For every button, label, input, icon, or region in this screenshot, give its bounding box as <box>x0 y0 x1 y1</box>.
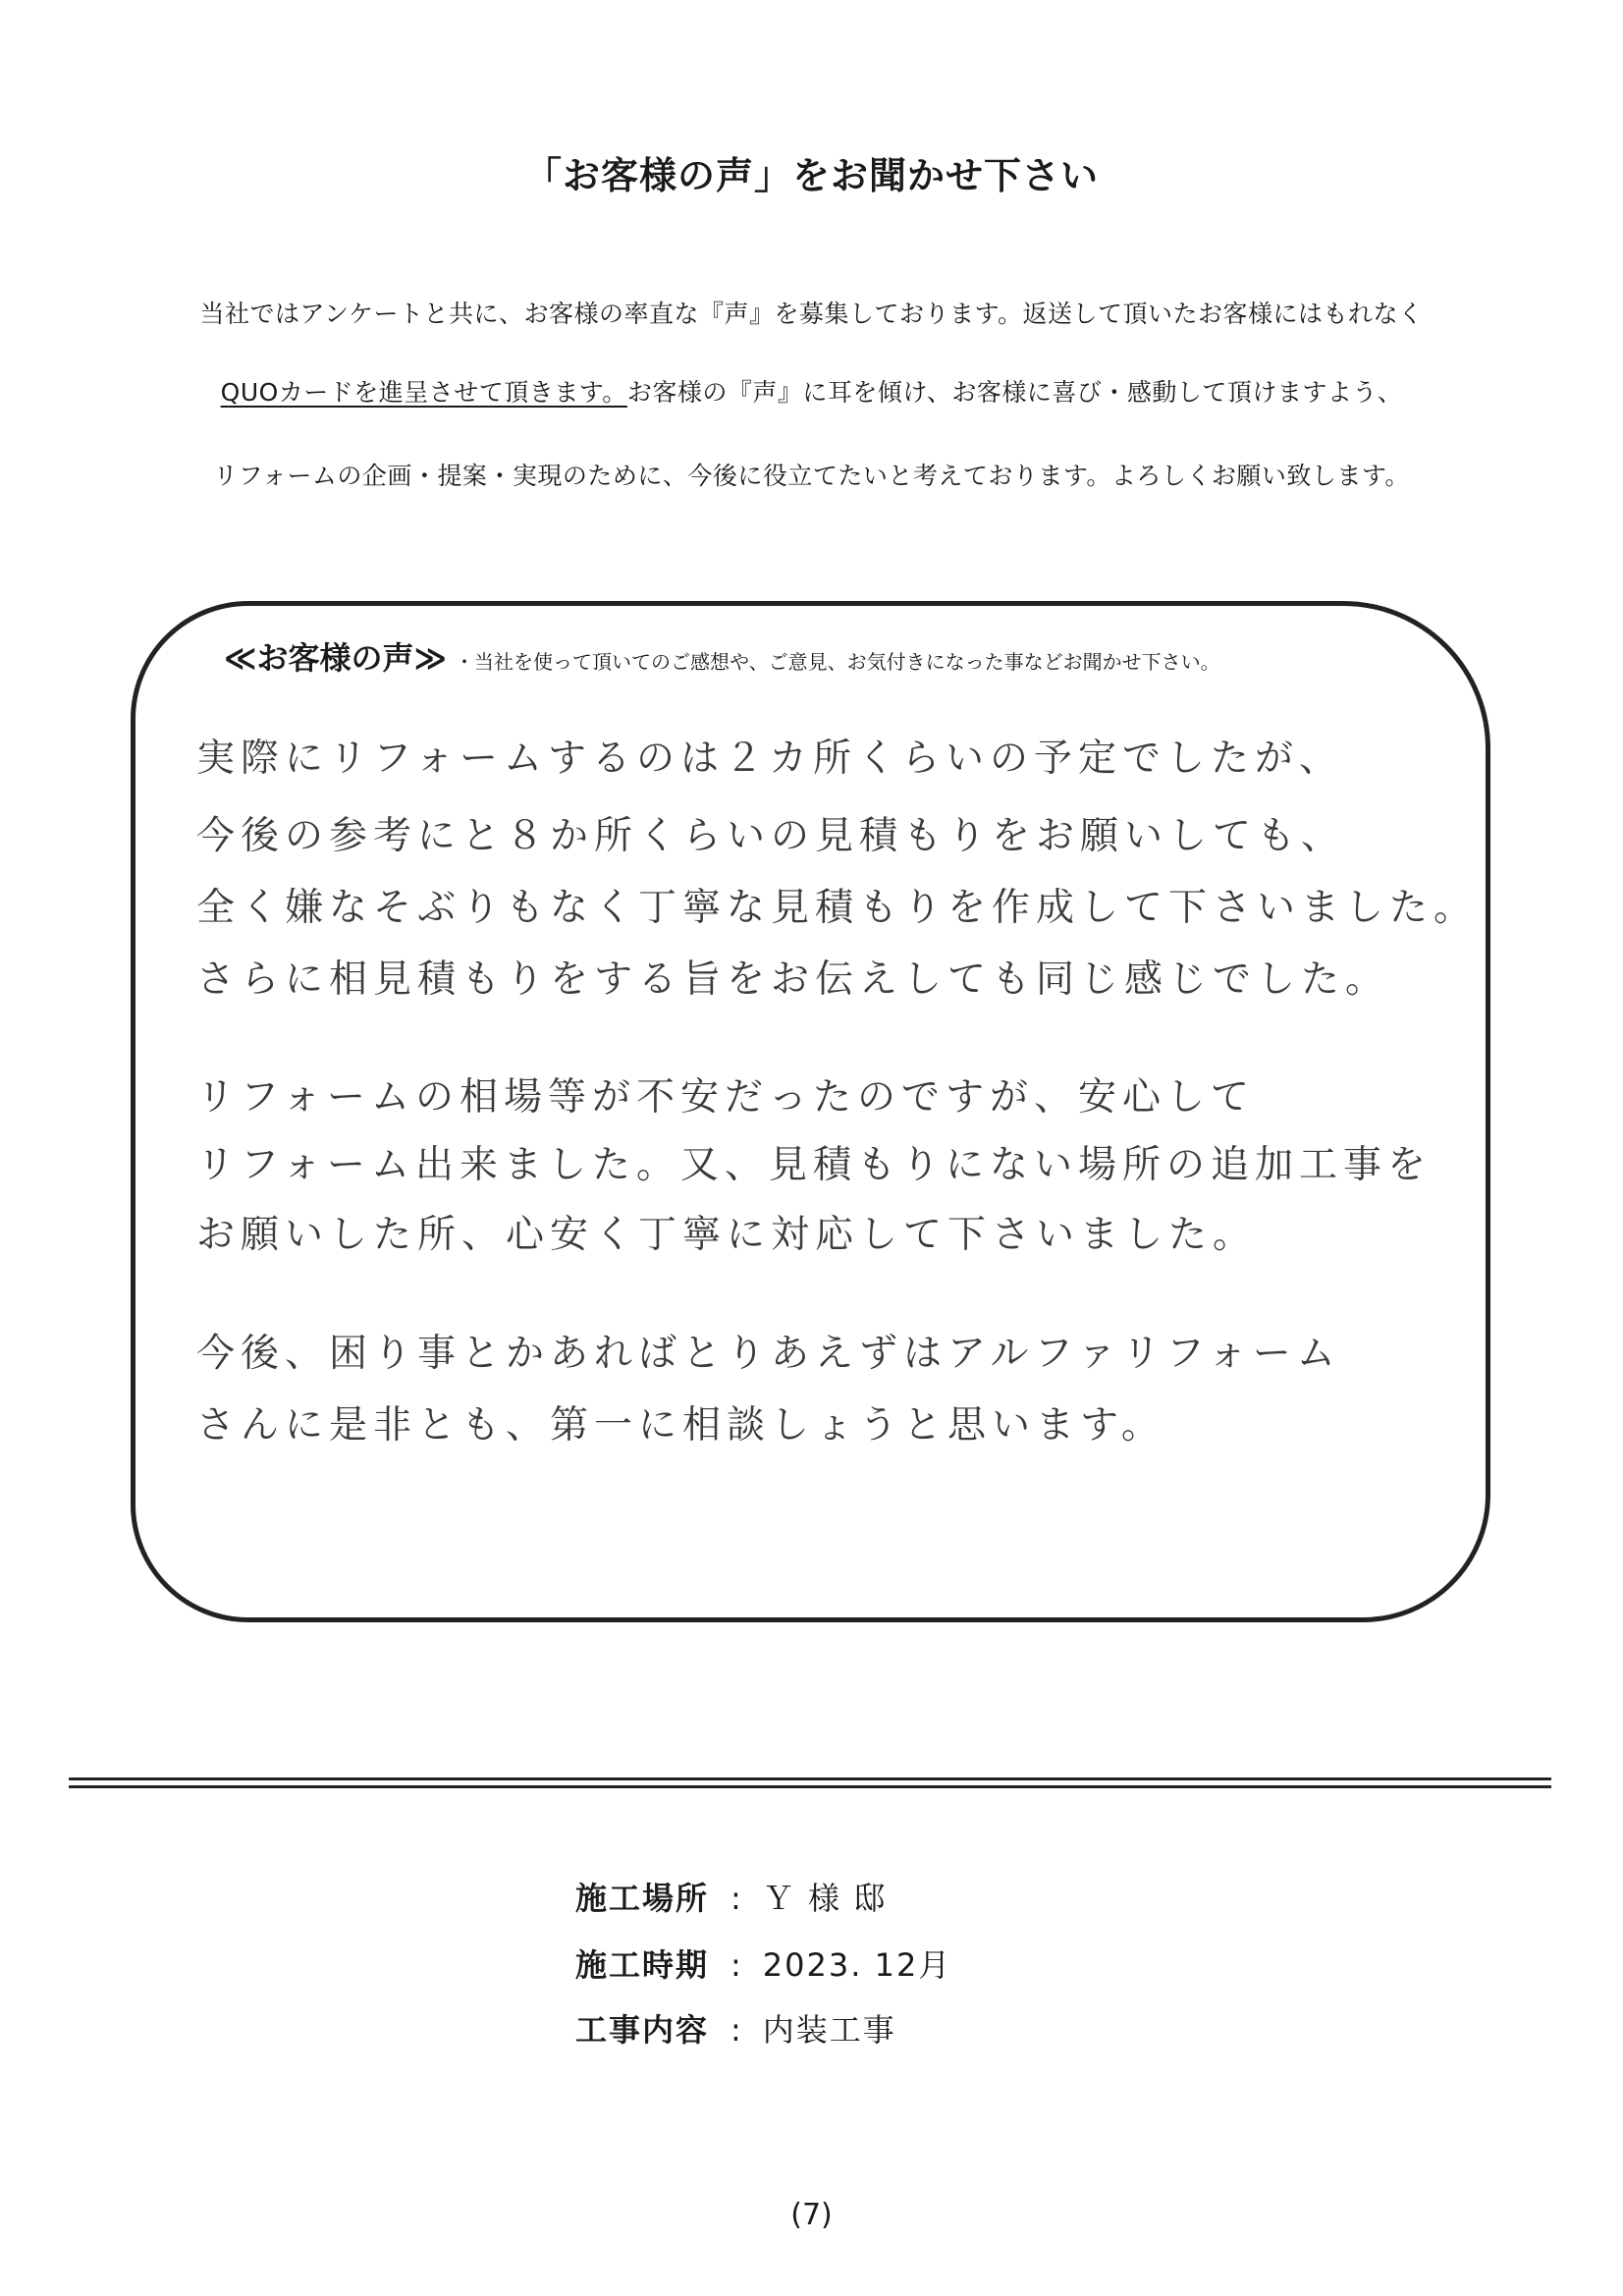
content-label: 工事内容 <box>575 2011 710 2049</box>
comment-line: リフォームの相場等が不安だったのですが、安心して <box>196 1075 1256 1120</box>
comment-line: 今後、困り事とかあればとりあえずはアルファリフォーム <box>196 1332 1341 1376</box>
customer-voice-box <box>131 601 1490 1622</box>
period-value: 2023. 12月 <box>762 1946 952 1984</box>
intro-line-2 <box>0 373 1623 409</box>
comment-line: さらに相見積もりをする旨をお伝えしても同じ感じでした。 <box>196 957 1390 1002</box>
divider-rule-upper <box>69 1777 1551 1780</box>
voice-box-header <box>224 633 1220 679</box>
comment-line: さんに是非とも、第一に相談しょうと思います。 <box>196 1403 1165 1448</box>
page-title: 「お客様の声」をお聞かせ下さい <box>523 154 1099 197</box>
separator: : <box>730 2011 741 2049</box>
comment-line: 全く嫌なそぶりもなく丁寧な見積もりを作成して下さいました。 <box>196 886 1479 930</box>
location-label: 施工場所 <box>575 1880 710 1917</box>
comment-line: 実際にリフォームするのは２カ所くらいの予定でしたが、 <box>196 737 1344 781</box>
separator: : <box>730 1946 741 1984</box>
quo-card-note: QUOカードを進呈させて頂きます。 <box>220 378 627 407</box>
intro-line-1: 当社ではアンケートと共に、お客様の率直な『声』を募集しております。返送して頂いたお客様にはもれなく <box>199 300 1424 328</box>
period-label: 施工時期 <box>575 1946 710 1984</box>
construction-location-row <box>575 1874 887 1919</box>
content-value: 内装工事 <box>762 2011 896 2049</box>
separator: : <box>730 1880 741 1917</box>
intro-line-2-rest: お客様の『声』に耳を傾け、お客様に喜び・感動して頂けますよう、 <box>626 378 1403 407</box>
voice-box-instruction: ・当社を使って頂いてのご感想や、ご意見、お気付きになった事などお聞かせ下さい。 <box>455 650 1220 674</box>
construction-content-row <box>575 2005 896 2050</box>
divider-rule-lower <box>69 1785 1551 1788</box>
comment-line: リフォーム出来ました。又、見積もりにない場所の追加工事を <box>196 1143 1433 1187</box>
comment-line: お願いした所、心安く丁寧に対応して下さいました。 <box>196 1213 1258 1257</box>
intro-line-3: リフォームの企画・提案・実現のために、今後に役立てたいと考えております。よろしくお願い致します。 <box>213 462 1410 490</box>
voice-box-title: ≪お客様の声≫ <box>224 639 448 677</box>
location-value: Ｙ 様 邸 <box>762 1880 888 1917</box>
comment-line: 今後の参考にと８か所くらいの見積もりをお願いしても、 <box>196 814 1346 858</box>
construction-period-row <box>575 1941 951 1986</box>
page-number: (7) <box>790 2198 833 2232</box>
